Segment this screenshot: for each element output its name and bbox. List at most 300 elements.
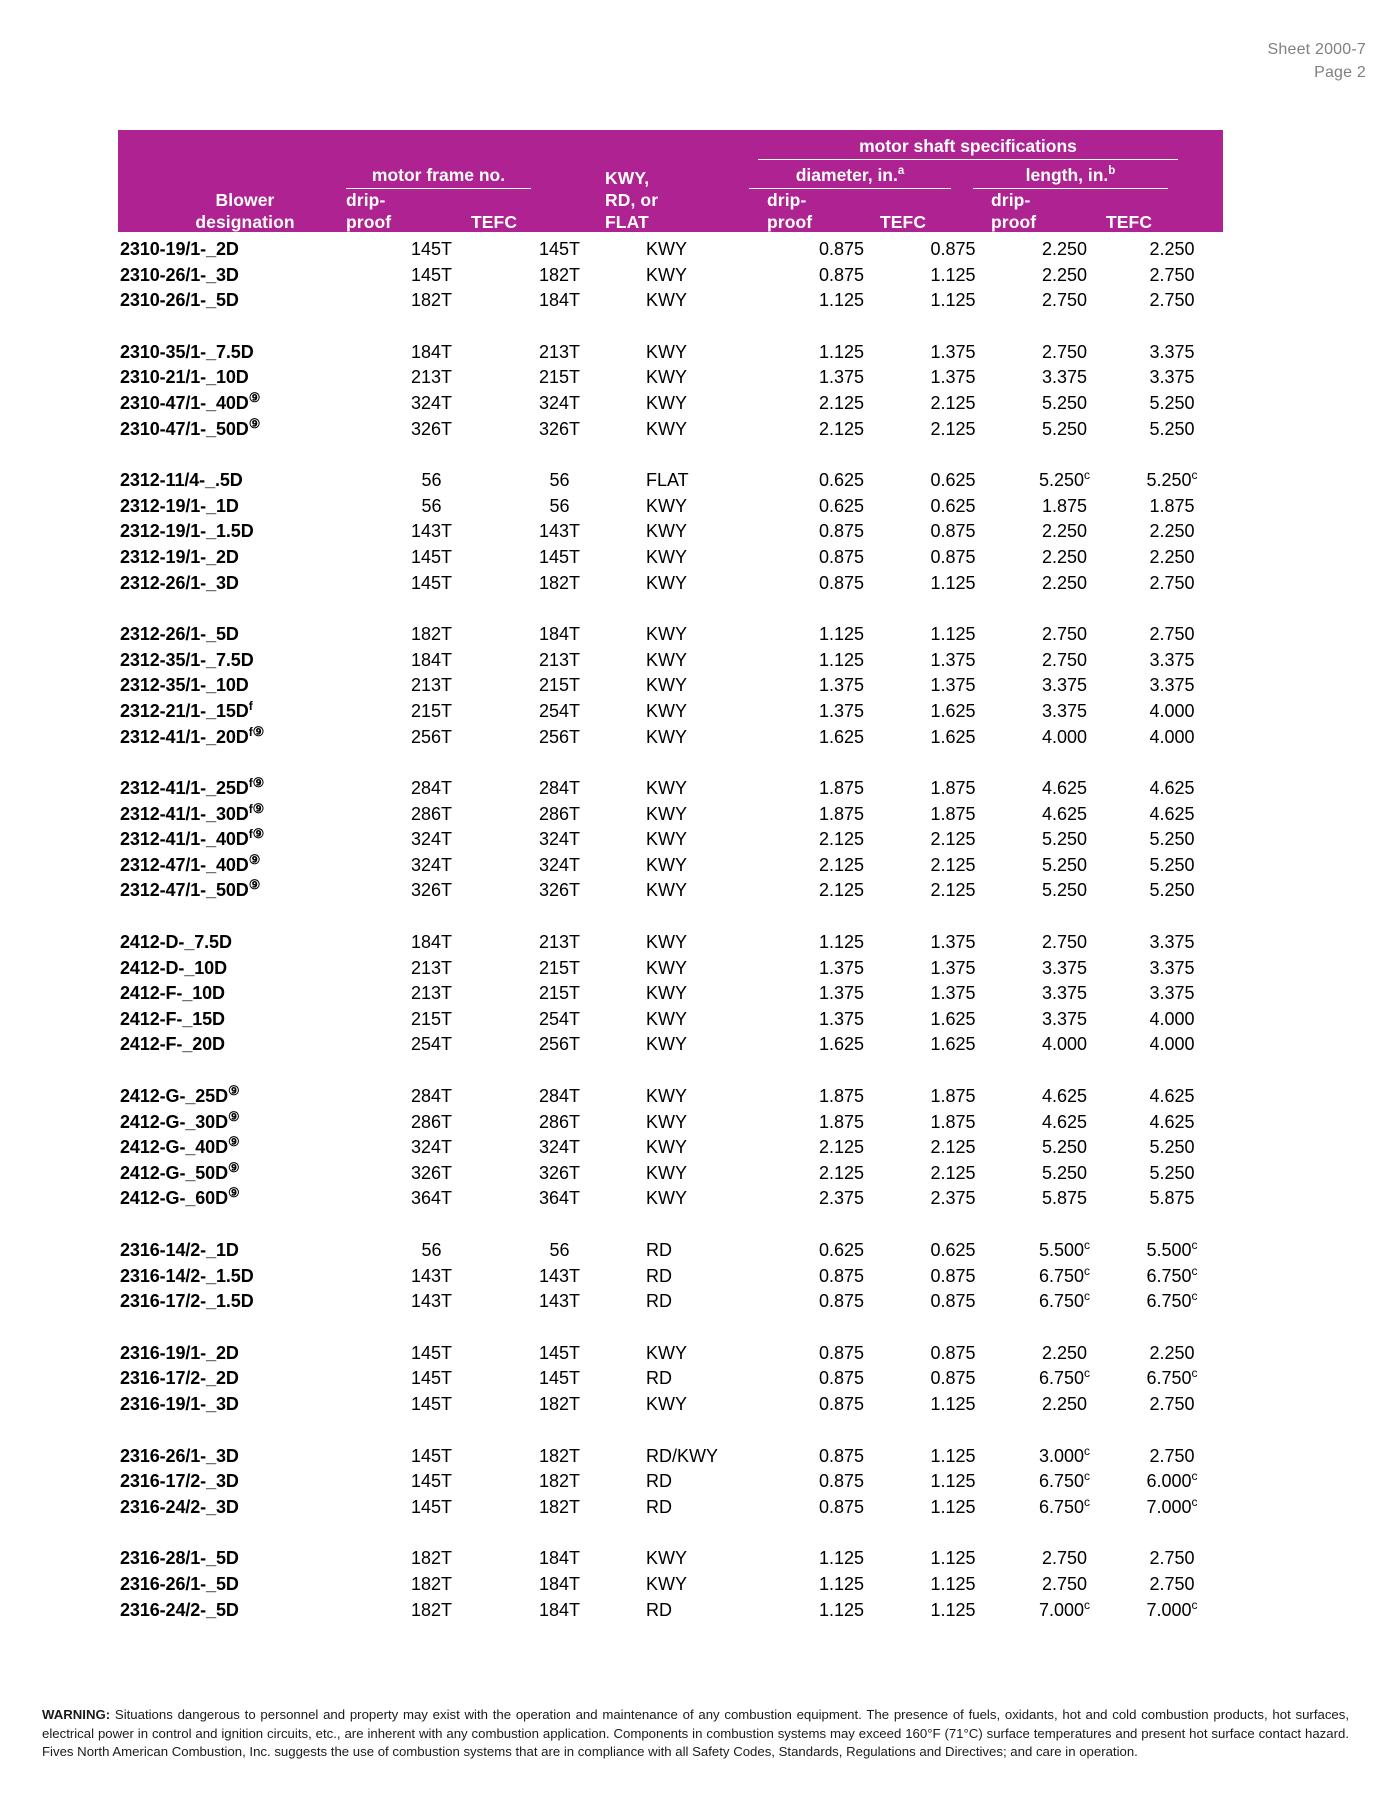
- cell-blower-designation: $2312-41/1-\_40D^f⑨$: [120, 826, 265, 850]
- cell-diameter-tefc: 0.875: [930, 1368, 976, 1389]
- cell-blower-designation: 2312-47/1-_40D⑨: [120, 851, 261, 875]
- row-spacer: [118, 1058, 1223, 1084]
- footnote-marker-c: c: [1084, 1366, 1091, 1381]
- cell-frame-tefc: 56: [549, 470, 570, 491]
- table-row: [118, 1392, 1223, 1418]
- cell-diameter-dripproof: 0.875: [818, 1291, 865, 1312]
- cell-frame-dripproof: 213T: [410, 983, 453, 1004]
- cell-diameter-tefc: 1.125: [930, 572, 976, 593]
- cell-kwy-rd-flat: KWY: [646, 1162, 688, 1183]
- cell-frame-dripproof: 284T: [410, 1086, 453, 1107]
- table-row: [118, 571, 1223, 597]
- cell-frame-dripproof: 324T: [410, 1137, 453, 1158]
- cell-length-tefc: 2.750: [1149, 1393, 1195, 1414]
- cell-length-tefc: 2.250: [1149, 546, 1195, 567]
- cell-blower-designation: 2312-11/4-_.5D: [120, 470, 243, 491]
- cell-length-dripproof: 2.250: [1041, 546, 1088, 567]
- cell-length-dripproof: 6.750$^c$: [1038, 1494, 1091, 1517]
- col-header-len-dripproof-line1: drip-: [991, 190, 1031, 210]
- cell-length-dripproof: 3.375: [1041, 675, 1088, 696]
- cell-diameter-tefc: 0.625: [930, 495, 976, 516]
- cell-diameter-dripproof: 0.875: [818, 1393, 865, 1414]
- cell-frame-tefc: 284T: [538, 778, 581, 799]
- cell-frame-tefc: 324T: [538, 1137, 581, 1158]
- cell-length-tefc: 3.375: [1149, 983, 1195, 1004]
- cell-diameter-tefc: 1.125: [930, 624, 976, 645]
- cell-kwy-rd-flat: KWY: [646, 341, 688, 362]
- cell-blower-designation: $2312-41/1-\_25D^f⑨$: [120, 775, 265, 799]
- cell-length-dripproof: 2.250: [1041, 264, 1088, 285]
- cell-frame-tefc: 56: [549, 495, 570, 516]
- cell-blower-designation: 2312-47/1-_50D⑨: [120, 877, 261, 901]
- cell-diameter-dripproof: 0.625: [818, 470, 865, 491]
- cell-frame-tefc: 56: [549, 1240, 570, 1260]
- cell-length-dripproof: 5.250: [1041, 880, 1088, 901]
- cell-diameter-dripproof: 0.875: [818, 239, 865, 259]
- cell-length-tefc: 2.750: [1149, 624, 1195, 645]
- cell-frame-tefc: 324T: [538, 392, 581, 413]
- cell-blower-designation: 2310-21/1-_10D: [120, 367, 249, 388]
- cell-length-tefc: 3.375: [1149, 649, 1195, 670]
- cell-length-tefc: 2.750: [1149, 1548, 1195, 1569]
- col-header-blower-line2: designation: [195, 212, 295, 232]
- cell-diameter-tefc: 1.625: [930, 700, 976, 721]
- footnote-marker-c: c: [1191, 1366, 1198, 1381]
- cell-diameter-dripproof: 1.875: [818, 1111, 865, 1132]
- row-spacer-cell: [118, 1212, 1223, 1238]
- cell-length-tefc: 2.250: [1149, 239, 1195, 259]
- cell-frame-dripproof: 213T: [410, 675, 453, 696]
- cell-blower-designation: 2310-47/1-_40D⑨: [120, 389, 261, 413]
- cell-length-tefc: 5.250: [1149, 418, 1195, 439]
- cell-kwy-rd-flat: KWY: [646, 546, 688, 567]
- cell-length-tefc: 7.000$^c$: [1146, 1494, 1198, 1517]
- cell-frame-tefc: 256T: [538, 1034, 581, 1055]
- cell-length-tefc: 2.750: [1149, 1573, 1195, 1594]
- cell-frame-tefc: 184T: [538, 290, 581, 311]
- table-row: [118, 1135, 1223, 1161]
- cell-diameter-dripproof: 2.125: [818, 854, 865, 875]
- cell-kwy-rd-flat: RD: [646, 1496, 672, 1517]
- col-header-dia-dripproof-line1: drip-: [767, 190, 807, 210]
- cell-blower-designation: 2312-19/1-_2D: [120, 546, 239, 567]
- cell-blower-designation: 2310-35/1-_7.5D: [120, 341, 254, 362]
- cell-kwy-rd-flat: KWY: [646, 495, 688, 516]
- cell-frame-dripproof: 145T: [410, 1445, 453, 1466]
- cell-length-tefc: 6.750$^c$: [1146, 1263, 1198, 1286]
- row-spacer: [118, 1212, 1223, 1238]
- cell-frame-dripproof: 143T: [410, 1265, 453, 1286]
- cell-frame-tefc: 213T: [538, 932, 581, 953]
- cell-length-dripproof: 6.750$^c$: [1038, 1469, 1091, 1492]
- cell-frame-dripproof: 324T: [410, 829, 453, 850]
- cell-frame-dripproof: 326T: [410, 880, 453, 901]
- row-spacer: [118, 750, 1223, 776]
- cell-kwy-rd-flat: KWY: [646, 1008, 688, 1029]
- group-header-length: [973, 165, 1168, 189]
- cell-blower-designation: 2412-G-_40D⑨: [120, 1134, 240, 1158]
- row-spacer-cell: [118, 314, 1223, 340]
- cell-diameter-tefc: 1.375: [930, 957, 976, 978]
- cell-length-tefc: 2.750: [1149, 290, 1195, 311]
- cell-length-dripproof: 5.875: [1041, 1188, 1088, 1209]
- cell-diameter-dripproof: 0.875: [818, 1368, 865, 1389]
- cell-length-dripproof: 5.250: [1041, 1137, 1088, 1158]
- cell-frame-tefc: 256T: [538, 726, 581, 747]
- table-row: [118, 878, 1223, 904]
- cell-blower-designation: 2316-14/2-_1D: [120, 1240, 239, 1260]
- cell-diameter-tefc: 1.375: [930, 341, 976, 362]
- cell-diameter-dripproof: 1.875: [818, 803, 865, 824]
- cell-blower-designation: 2412-D-_10D: [120, 957, 227, 978]
- cell-diameter-dripproof: 1.375: [818, 675, 865, 696]
- footnote-marker-c: c: [1084, 1597, 1091, 1612]
- table-row: [118, 1238, 1223, 1264]
- cell-blower-designation: 2412-G-_25D⑨: [120, 1083, 240, 1107]
- cell-frame-tefc: 145T: [538, 1368, 581, 1389]
- cell-length-tefc: 5.250: [1149, 1137, 1195, 1158]
- cell-kwy-rd-flat: KWY: [646, 264, 688, 285]
- cell-length-tefc: 2.750: [1149, 1445, 1195, 1466]
- row-spacer-cell: [118, 750, 1223, 776]
- cell-diameter-dripproof: 1.125: [818, 1548, 865, 1569]
- cell-kwy-rd-flat: KWY: [646, 367, 688, 388]
- cell-diameter-tefc: 0.875: [930, 1342, 976, 1363]
- cell-length-tefc: 3.375: [1149, 675, 1195, 696]
- cell-diameter-dripproof: 0.875: [818, 264, 865, 285]
- cell-diameter-tefc: 1.125: [930, 290, 976, 311]
- cell-length-dripproof: 2.250: [1041, 239, 1088, 259]
- cell-kwy-rd-flat: KWY: [646, 829, 688, 850]
- cell-frame-tefc: 324T: [538, 829, 581, 850]
- cell-kwy-rd-flat: RD: [646, 1471, 672, 1492]
- cell-diameter-tefc: 0.875: [930, 239, 976, 259]
- footnote-marker-f: f: [248, 801, 253, 816]
- table-row: [118, 1186, 1223, 1212]
- cell-length-dripproof: 6.750$^c$: [1038, 1289, 1091, 1312]
- cell-frame-tefc: 326T: [538, 1162, 581, 1183]
- cell-frame-dripproof: 326T: [410, 418, 453, 439]
- cell-length-dripproof: 2.750: [1041, 1573, 1088, 1594]
- table-row: [118, 1110, 1223, 1136]
- col-header-len-dripproof-line2: proof: [991, 212, 1037, 232]
- cell-diameter-dripproof: 0.875: [818, 1496, 865, 1517]
- cell-diameter-tefc: 1.875: [930, 803, 976, 824]
- cell-blower-designation: 2312-26/1-_3D: [120, 572, 239, 593]
- cell-frame-tefc: 145T: [538, 546, 581, 567]
- table-row: [118, 622, 1223, 648]
- cell-frame-dripproof: 254T: [410, 1034, 453, 1055]
- cell-frame-dripproof: 145T: [410, 1342, 453, 1363]
- cell-kwy-rd-flat: KWY: [646, 392, 688, 413]
- col-header-len-tefc: TEFC: [1106, 212, 1153, 232]
- cell-length-tefc: 4.625: [1149, 778, 1195, 799]
- cell-length-tefc: 4.000: [1149, 1008, 1195, 1029]
- row-spacer-cell: [118, 596, 1223, 622]
- cell-length-tefc: 6.750$^c$: [1146, 1366, 1198, 1389]
- cell-diameter-tefc: 1.375: [930, 675, 976, 696]
- cell-blower-designation: 2310-26/1-_3D: [120, 264, 239, 285]
- cell-length-tefc: 5.500$^c$: [1146, 1238, 1198, 1260]
- cell-diameter-tefc: 1.375: [930, 983, 976, 1004]
- cell-length-tefc: 3.375: [1149, 932, 1195, 953]
- cell-frame-tefc: 364T: [538, 1188, 581, 1209]
- cell-blower-designation: 2412-F-_15D: [120, 1008, 225, 1029]
- table-row: [118, 1032, 1223, 1058]
- cell-frame-dripproof: 56: [421, 495, 442, 516]
- cell-length-dripproof: 4.000: [1041, 1034, 1088, 1055]
- cell-frame-tefc: 145T: [538, 239, 581, 259]
- cell-frame-dripproof: 145T: [410, 572, 453, 593]
- cell-length-tefc: 2.750: [1149, 572, 1195, 593]
- cell-diameter-tefc: 1.875: [930, 778, 976, 799]
- cell-length-dripproof: 2.750: [1041, 1548, 1088, 1569]
- cell-blower-designation: 2412-G-_60D⑨: [120, 1185, 240, 1209]
- cell-blower-designation: 2316-14/2-_1.5D: [120, 1265, 254, 1286]
- col-header-blower-line1: Blower: [215, 190, 275, 210]
- cell-frame-tefc: 215T: [538, 367, 581, 388]
- col-header-kwy-line1: KWY,: [605, 168, 650, 188]
- cell-frame-tefc: 182T: [538, 1471, 581, 1492]
- specifications-table: [118, 232, 1223, 1623]
- cell-diameter-tefc: 1.125: [930, 264, 976, 285]
- cell-diameter-dripproof: 1.125: [818, 624, 865, 645]
- cell-diameter-tefc: 1.875: [930, 1086, 976, 1107]
- cell-diameter-tefc: 2.125: [930, 1137, 976, 1158]
- table-row: [118, 1007, 1223, 1033]
- footnote-marker-f: f: [248, 827, 253, 842]
- cell-length-tefc: 5.250$^c$: [1146, 468, 1198, 491]
- cell-frame-dripproof: 145T: [410, 546, 453, 567]
- cell-frame-dripproof: 184T: [410, 932, 453, 953]
- cell-frame-tefc: 286T: [538, 1111, 581, 1132]
- cell-length-tefc: 5.250: [1149, 854, 1195, 875]
- cell-diameter-dripproof: 1.125: [818, 1599, 865, 1620]
- page-number: Page 2: [1314, 64, 1366, 82]
- cell-blower-designation: 2316-17/2-_3D: [120, 1471, 239, 1492]
- cell-diameter-tefc: 2.125: [930, 418, 976, 439]
- cell-frame-dripproof: 182T: [410, 624, 453, 645]
- cell-length-dripproof: 2.750: [1041, 341, 1088, 362]
- cell-frame-dripproof: 56: [421, 1240, 442, 1260]
- table-row: [118, 725, 1223, 751]
- cell-blower-designation: 2316-17/2-_1.5D: [120, 1291, 254, 1312]
- cell-length-tefc: 4.625: [1149, 1111, 1195, 1132]
- cell-length-tefc: 4.000: [1149, 726, 1195, 747]
- row-spacer-cell: [118, 1315, 1223, 1341]
- cell-length-tefc: 5.250: [1149, 1162, 1195, 1183]
- cell-length-dripproof: 5.250: [1041, 392, 1088, 413]
- col-header-kwy-line2: RD, or: [605, 190, 659, 210]
- footnote-marker-f: f: [248, 776, 253, 791]
- cell-length-tefc: 2.250: [1149, 1342, 1195, 1363]
- cell-blower-designation: 2312-35/1-_10D: [120, 675, 249, 696]
- group-header-motor-frame: motor frame no.: [346, 165, 531, 189]
- cell-kwy-rd-flat: KWY: [646, 624, 688, 645]
- table-row: [118, 699, 1223, 725]
- row-spacer: [118, 596, 1223, 622]
- table-row: [118, 673, 1223, 699]
- col-header-frame-dripproof-line1: drip-: [346, 190, 386, 210]
- footnote-marker-b: b: [1108, 165, 1116, 178]
- cell-frame-dripproof: 213T: [410, 957, 453, 978]
- cell-length-dripproof: 2.250: [1041, 1342, 1088, 1363]
- cell-frame-tefc: 286T: [538, 803, 581, 824]
- cell-blower-designation: 2316-24/2-_5D: [120, 1599, 239, 1620]
- cell-frame-dripproof: 56: [421, 470, 442, 491]
- cell-diameter-dripproof: 0.875: [818, 572, 865, 593]
- cell-frame-dripproof: 286T: [410, 803, 453, 824]
- cell-kwy-rd-flat: KWY: [646, 290, 688, 311]
- cell-length-dripproof: 6.750$^c$: [1038, 1263, 1091, 1286]
- cell-frame-dripproof: 145T: [410, 264, 453, 285]
- cell-blower-designation: 2312-35/1-_7.5D: [120, 649, 254, 670]
- cell-frame-dripproof: 145T: [410, 1368, 453, 1389]
- table-row: [118, 1366, 1223, 1392]
- cell-length-tefc: 3.375: [1149, 957, 1195, 978]
- cell-blower-designation: 2316-26/1-_3D: [120, 1445, 239, 1466]
- row-spacer: [118, 1418, 1223, 1444]
- cell-diameter-tefc: 0.625: [930, 470, 976, 491]
- cell-diameter-tefc: 1.125: [930, 1599, 976, 1620]
- cell-frame-dripproof: 145T: [410, 1496, 453, 1517]
- cell-length-dripproof: 3.375: [1041, 700, 1088, 721]
- cell-diameter-dripproof: 1.125: [818, 290, 865, 311]
- table-header-band: [118, 130, 1223, 232]
- warning-body: Situations dangerous to personnel and property may exist with the operation and maintenance of any combustion equipment. The presence of fuels, oxidants, hot and cold combustion products, hot surfaces, electrical power in control and ignition circuits, etc., are inherent with any combustion application. Components in combustion systems may exceed 160°F (71°C) surface temperatures and present hot surface contact hazard. Fives North American Combustion, Inc. suggests the use of combustion systems that are in compliance with all Safety Codes, Standards, Regulations and Directives; and care in operation.: [42, 1706, 1349, 1760]
- cell-length-dripproof: 4.625: [1041, 803, 1088, 824]
- cell-blower-designation: 2310-47/1-_50D⑨: [120, 415, 261, 439]
- cell-frame-dripproof: 184T: [410, 649, 453, 670]
- cell-length-dripproof: 1.875: [1041, 495, 1088, 516]
- cell-diameter-dripproof: 1.625: [818, 726, 865, 747]
- table-row: [118, 1495, 1223, 1521]
- table-row: [118, 1598, 1223, 1624]
- cell-length-dripproof: 5.250: [1041, 1162, 1088, 1183]
- table-row: [118, 1161, 1223, 1187]
- table-row: [118, 288, 1223, 314]
- cell-frame-tefc: 213T: [538, 341, 581, 362]
- row-spacer: [118, 1520, 1223, 1546]
- cell-frame-dripproof: 143T: [410, 521, 453, 542]
- table-row: [118, 956, 1223, 982]
- table-row: [118, 1341, 1223, 1367]
- cell-length-tefc: 4.000: [1149, 700, 1195, 721]
- cell-diameter-dripproof: 1.625: [818, 1034, 865, 1055]
- footnote-marker-c: c: [1084, 1443, 1091, 1458]
- cell-length-dripproof: 2.750: [1041, 624, 1088, 645]
- cell-kwy-rd-flat: KWY: [646, 957, 688, 978]
- cell-kwy-rd-flat: KWY: [646, 803, 688, 824]
- cell-length-dripproof: 4.625: [1041, 1111, 1088, 1132]
- footnote-marker-c: c: [1191, 1597, 1198, 1612]
- cell-length-tefc: 2.750: [1149, 264, 1195, 285]
- table-row: [118, 853, 1223, 879]
- cell-diameter-dripproof: 2.125: [818, 1162, 865, 1183]
- cell-diameter-tefc: 1.875: [930, 1111, 976, 1132]
- cell-diameter-tefc: 1.125: [930, 1393, 976, 1414]
- warning-note: [42, 1706, 1349, 1762]
- footnote-marker-c: c: [1084, 1469, 1091, 1484]
- footnote-marker-f: f: [248, 698, 253, 713]
- cell-blower-designation: 2312-26/1-_5D: [120, 624, 239, 645]
- cell-kwy-rd-flat: FLAT: [646, 470, 689, 491]
- cell-kwy-rd-flat: KWY: [646, 1573, 688, 1594]
- cell-kwy-rd-flat: RD: [646, 1368, 672, 1389]
- cell-kwy-rd-flat: RD: [646, 1265, 672, 1286]
- page-header: [1268, 38, 1366, 84]
- cell-diameter-dripproof: 1.875: [818, 778, 865, 799]
- cell-blower-designation: 2412-G-_50D⑨: [120, 1159, 240, 1183]
- cell-kwy-rd-flat: KWY: [646, 778, 688, 799]
- cell-frame-tefc: 326T: [538, 418, 581, 439]
- cell-blower-designation: 2310-26/1-_5D: [120, 290, 239, 311]
- cell-blower-designation: 2316-26/1-_5D: [120, 1573, 239, 1594]
- footnote-marker-c: c: [1084, 1289, 1091, 1304]
- cell-length-dripproof: 3.375: [1041, 1008, 1088, 1029]
- warning-label: WARNING:: [42, 1706, 111, 1722]
- cell-diameter-dripproof: 0.875: [818, 546, 865, 567]
- cell-diameter-dripproof: 0.625: [818, 1240, 865, 1260]
- row-spacer: [118, 442, 1223, 468]
- table-row: [118, 1444, 1223, 1470]
- footnote-marker-c: c: [1084, 1263, 1091, 1278]
- cell-blower-designation: 2316-24/2-_3D: [120, 1496, 239, 1517]
- cell-length-dripproof: 5.250: [1041, 854, 1088, 875]
- footnote-marker-c: c: [1191, 1469, 1198, 1484]
- cell-diameter-dripproof: 2.125: [818, 1137, 865, 1158]
- cell-kwy-rd-flat: KWY: [646, 1548, 688, 1569]
- table-row: [118, 1572, 1223, 1598]
- cell-diameter-dripproof: 1.875: [818, 1086, 865, 1107]
- cell-kwy-rd-flat: KWY: [646, 239, 688, 259]
- footnote-marker-c: c: [1191, 1238, 1198, 1252]
- cell-length-dripproof: 2.750: [1041, 290, 1088, 311]
- cell-length-tefc: 3.375: [1149, 341, 1195, 362]
- cell-length-tefc: 6.750$^c$: [1146, 1289, 1198, 1312]
- col-header-dia-dripproof-line2: proof: [767, 212, 813, 232]
- cell-diameter-tefc: 0.625: [930, 1240, 976, 1260]
- cell-frame-dripproof: 182T: [410, 1599, 453, 1620]
- table-row: [118, 776, 1223, 802]
- footnote-marker-c: c: [1191, 1289, 1198, 1304]
- row-spacer-cell: [118, 1418, 1223, 1444]
- table-row: [118, 468, 1223, 494]
- cell-diameter-tefc: 1.625: [930, 1008, 976, 1029]
- cell-frame-tefc: 284T: [538, 1086, 581, 1107]
- cell-frame-tefc: 182T: [538, 1393, 581, 1414]
- cell-kwy-rd-flat: KWY: [646, 1086, 688, 1107]
- cell-diameter-tefc: 1.375: [930, 932, 976, 953]
- cell-kwy-rd-flat: KWY: [646, 675, 688, 696]
- cell-frame-tefc: 215T: [538, 983, 581, 1004]
- group-header-diameter-text: diameter, in.: [795, 165, 898, 185]
- cell-diameter-tefc: 2.125: [930, 880, 976, 901]
- cell-frame-tefc: 182T: [538, 1445, 581, 1466]
- cell-diameter-tefc: 2.125: [930, 829, 976, 850]
- cell-diameter-tefc: 0.875: [930, 1291, 976, 1312]
- footnote-marker-f: f: [248, 724, 253, 739]
- cell-length-tefc: 1.875: [1149, 495, 1195, 516]
- cell-frame-dripproof: 184T: [410, 341, 453, 362]
- row-spacer-cell: [118, 442, 1223, 468]
- cell-frame-tefc: 182T: [538, 572, 581, 593]
- cell-frame-tefc: 182T: [538, 264, 581, 285]
- cell-frame-tefc: 254T: [538, 700, 581, 721]
- table-row: [118, 1546, 1223, 1572]
- cell-length-tefc: 5.875: [1149, 1188, 1195, 1209]
- cell-diameter-tefc: 0.875: [930, 546, 976, 567]
